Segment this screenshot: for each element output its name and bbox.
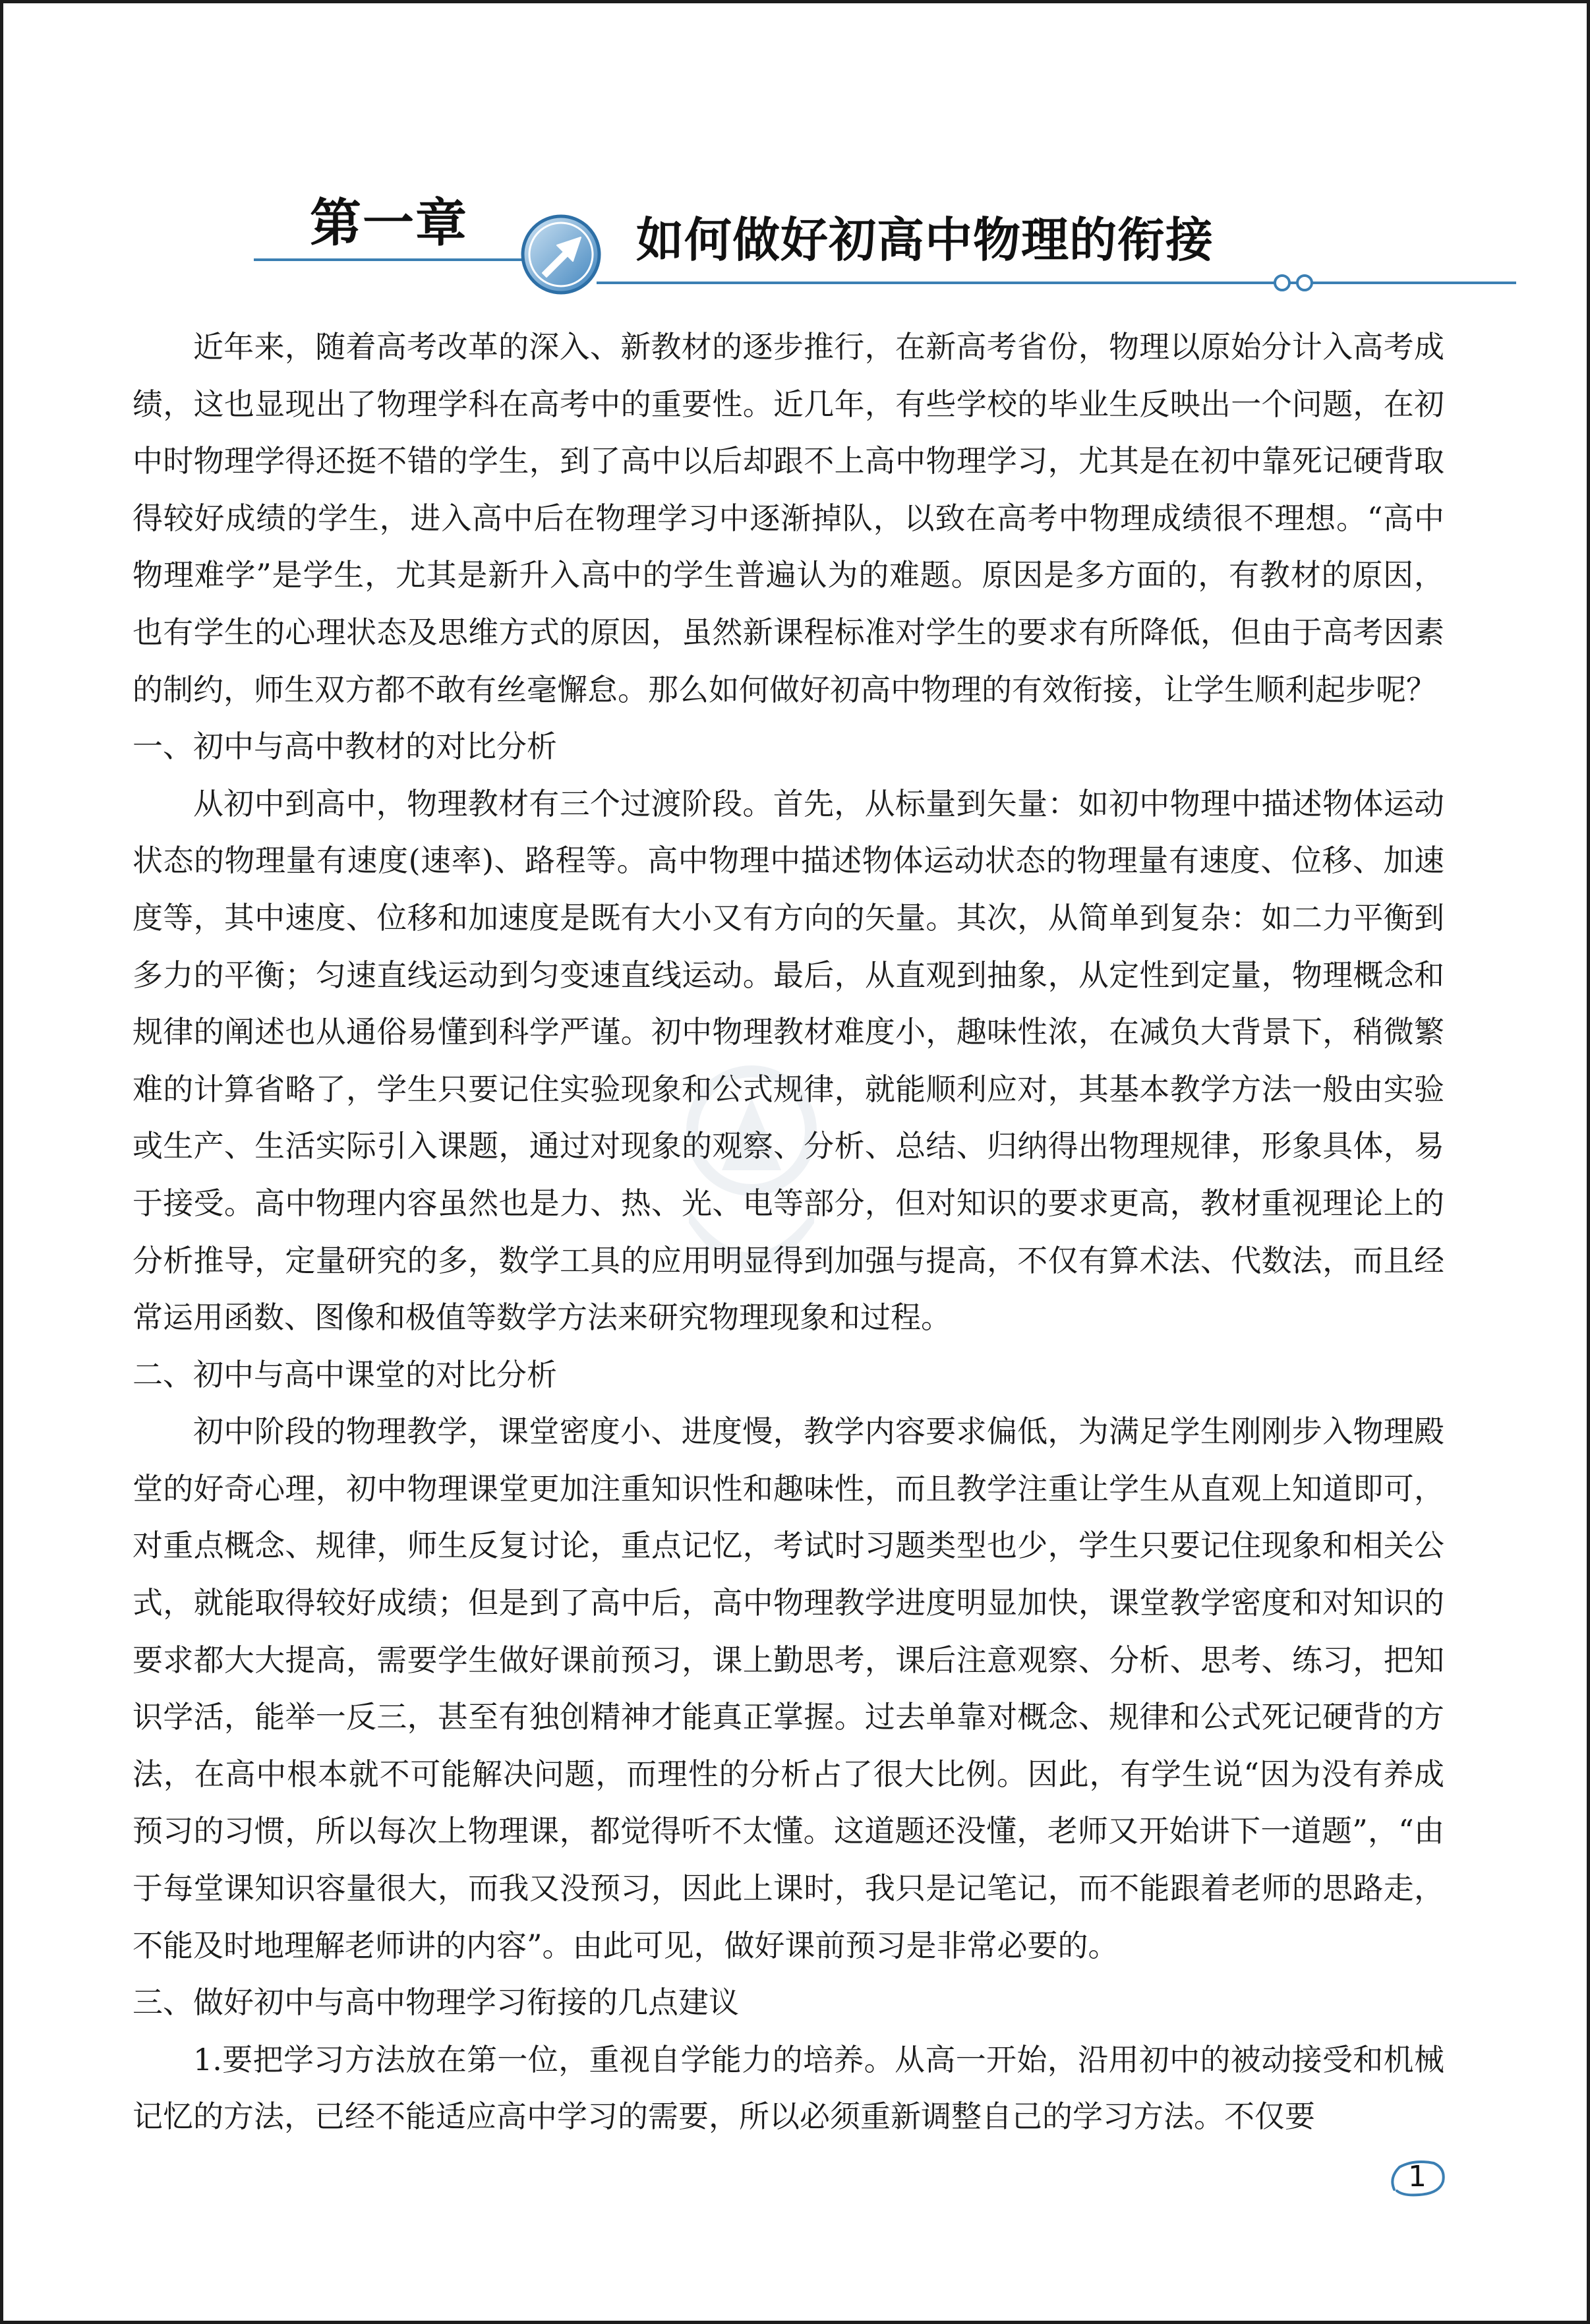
up-right-arrow-icon (517, 211, 604, 298)
section-heading-3: 三、做好初中与高中物理学习衔接的几点建议 (132, 1984, 739, 2021)
section-heading-2: 二、初中与高中课堂的对比分析 (132, 1356, 557, 1392)
chapter-label: 第一章 (310, 193, 469, 253)
header-rule-left (254, 258, 537, 261)
header-rule-right (597, 282, 1516, 284)
end-rings-icon (1256, 267, 1322, 296)
paragraph-classroom-comparison: 初中阶段的物理教学，课堂密度小、进度慢，教学内容要求偏低，为满足学生刚刚步入物理殿堂的好奇心理，初中物理课堂更加注重知识性和趣味性，而且教学注重让学生从直观上知道即可，对重点概念、规律，师生反复讨论，重点记忆，考试时习题类型也少，学生只要记住现象和相关公式，就能取得较好成绩；但是到了高中后，高中物理教学进度明显加快，课堂教学密度和对知识的要求都大大提高，需要学生做好课前预习，课上勤思考，课后注意观察、分析、思考、练习，把知识学活，能举一反三，甚至有独创精神才能真正掌握。过去单靠对概念、规律和公式死记硬背的方法，在高中根本就不可能解决问题，而理性的分析占了很大比例。因此，有学生说“因为没有养成预习的习惯，所以每次上物理课，都觉得听不太懂。这道题还没懂，老师又开始讲下一道题”，“由于每堂课知识容量很大，而我又没预习，因此上课时，我只是记笔记，而不能跟着老师的思路走，不能及时地理解老师讲的内容”。由此可见，做好课前预习是非常必要的。 (132, 1414, 1444, 1963)
chapter-title: 如何做好初高中物理的衔接 (636, 212, 1214, 268)
body-text (132, 318, 1444, 2145)
paragraph-suggestion-1: 1.要把学习方法放在第一位，重视自学能力的培养。从高一开始，沿用初中的被动接受和机械记忆的方法，已经不能适应高中学习的需要，所以必须重新调整自己的学习方法。不仅要 (132, 2041, 1444, 2135)
section-heading-1: 一、初中与高中教材的对比分析 (132, 729, 557, 765)
paragraph-textbook-comparison: 从初中到高中，物理教材有三个过渡阶段。首先，从标量到矢量：如初中物理中描述物体运动状态的物理量有速度(速率)、路程等。高中物理中描述物体运动状态的物理量有速度、位移、加速度等，其中速度、位移和加速度是既有大小又有方向的矢量。其次，从简单到复杂：如二力平衡到多力的平衡；匀速直线运动到匀变速直线运动。最后，从直观到抽象，从定性到定量，物理概念和规律的阐述也从通俗易懂到科学严谨。初中物理教材难度小，趣味性浓，在减负大背景下，稍微繁难的计算省略了，学生只要记住实验现象和公式规律，就能顺利应对，其基本教学方法一般由实验或生产、生活实际引入课题，通过对现象的观察、分析、总结、归纳得出物理规律，形象具体，易于接受。高中物理内容虽然也是力、热、光、电等部分，但对知识的要求更高，教材重视理论上的分析推导，定量研究的多，数学工具的应用明显得到加强与提高，不仅有算术法、代数法，而且经常运用函数、图像和极值等数学方法来研究物理现象和过程。 (132, 785, 1444, 1336)
paragraph-intro: 近年来，随着高考改革的深入、新教材的逐步推行，在新高考省份，物理以原始分计入高考成绩，这也显现出了物理学科在高考中的重要性。近几年，有些学校的毕业生反映出一个问题，在初中时物理学得还挺不错的学生，到了高中以后却跟不上高中物理学习，尤其是在初中靠死记硬背取得较好成绩的学生，进入高中后在物理学习中逐渐掉队，以致在高考中物理成绩很不理想。“高中物理难学”是学生，尤其是新升入高中的学生普遍认为的难题。原因是多方面的，有教材的原因，也有学生的心理状态及思维方式的原因，虽然新课程标准对学生的要求有所降低，但由于高考因素的制约，师生双方都不敢有丝毫懈怠。那么如何做好初高中物理的有效衔接，让学生顺利起步呢？ (132, 329, 1444, 707)
chapter-header (254, 191, 1322, 297)
page-number-text: 1 (1408, 2160, 1427, 2193)
page-number (1388, 2158, 1447, 2197)
